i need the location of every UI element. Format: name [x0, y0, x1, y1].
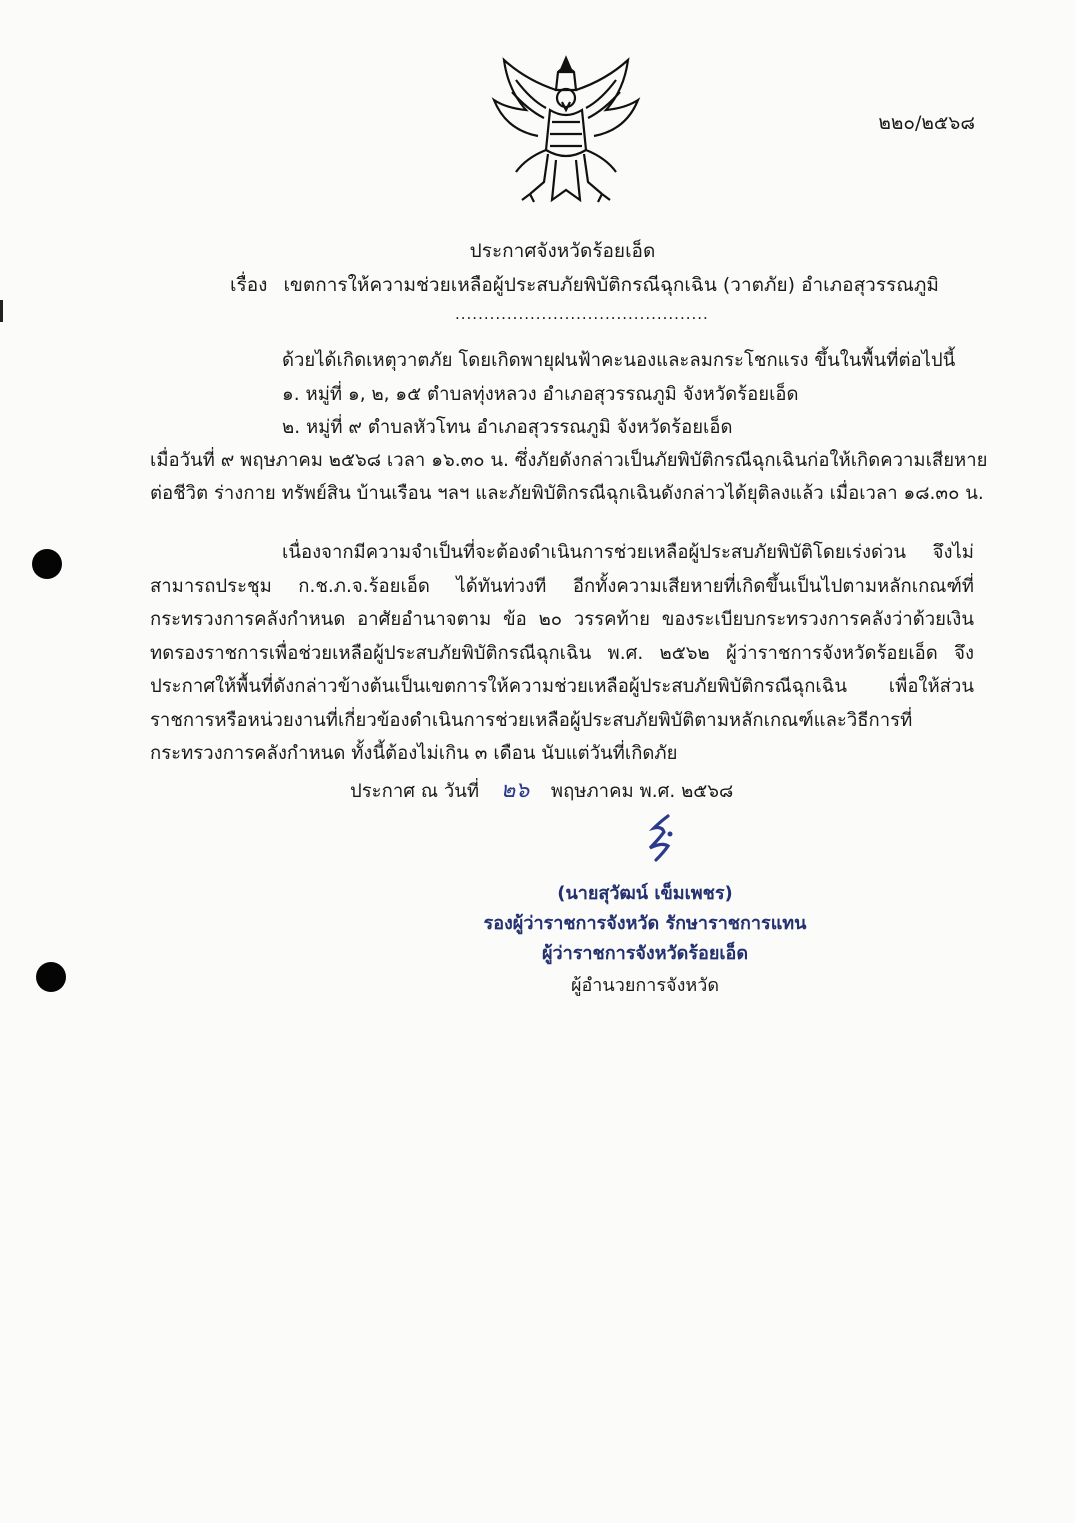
punch-hole	[36, 962, 66, 992]
list-item: ๒. หมู่ที่ ๙ ตำบลหัวโทน อำเภอสุวรรณภูมิ จังหวัดร้อยเอ็ด	[282, 417, 733, 438]
scan-edge-mark	[0, 300, 3, 322]
subject-text: เขตการให้ความช่วยเหลือผู้ประสบภัยพิบัติกรณีฉุกเฉิน (วาตภัย) อำเภอสุวรรณภูมิ	[283, 274, 939, 296]
body-paragraph	[150, 536, 974, 771]
subject-label: เรื่อง	[230, 274, 268, 296]
intro-line: ด้วยได้เกิดเหตุวาตภัย โดยเกิดพายุฝนฟ้าคะนองและลมกระโชกแรง ขึ้นในพื้นที่ต่อไปนี้	[282, 350, 956, 371]
list-item: ๑. หมู่ที่ ๑, ๒, ๑๕ ตำบลทุ่งหลวง อำเภอสุวรรณภูมิ จังหวัดร้อยเอ็ด	[282, 384, 799, 405]
announcement-month-year: พฤษภาคม พ.ศ. ๒๕๖๘	[550, 781, 734, 802]
separator-dots: ............................................	[455, 305, 709, 323]
announcement-prefix: ประกาศ ณ วันที่	[350, 781, 480, 802]
document-number: ๒๒๐/๒๕๖๘	[878, 112, 975, 134]
handwritten-day: ๒๖	[500, 778, 530, 803]
announcement-date	[350, 772, 733, 807]
signer-position: ผู้อำนวยการจังหวัด	[570, 975, 720, 996]
signer-position: รองผู้ว่าราชการจังหวัด รักษาราชการแทน	[483, 913, 807, 934]
handwritten-signature-icon	[640, 812, 680, 864]
page-title: ประกาศจังหวัดร้อยเอ็ด	[469, 240, 656, 262]
signer-name: (นายสุวัฒน์ เข็มเพชร)	[557, 883, 733, 904]
garuda-emblem-icon	[486, 50, 646, 210]
subject-line	[230, 270, 939, 300]
body-paragraph-text: เนื่องจากมีความจำเป็นที่จะต้องดำเนินการช่วยเหลือผู้ประสบภัยพิบัติโดยเร่งด่วน จึงไม่สามารถประชุม ก.ช.ภ.จ.ร้อยเอ็ด ได้ทันท่วงที อีกทั้งความเสียหายที่เกิดขึ้นเป็นไปตามหลักเกณฑ์ที่กระทรวงการคลังกำหนด อาศัยอำนาจตาม ข้อ ๒๐ วรรคท้าย ของระเบียบกระทรวงการคลังว่าด้วยเงินทดรองราชการเพื่อช่วยเหลือผู้ประสบภัยพิบัติกรณีฉุกเฉิน พ.ศ. ๒๕๖๒ ผู้ว่าราชการจังหวัดร้อยเอ็ด จึงประกาศให้พื้นที่ดังกล่าวข้างต้นเป็นเขตการให้ความช่วยเหลือผู้ประสบภัยพิบัติกรณีฉุกเฉิน เพื่อให้ส่วนราชการหรือหน่วยงานที่เกี่ยวข้องดำเนินการช่วยเหลือผู้ประสบภัยพิบัติตามหลักเกณฑ์และวิธีการที่กระทรวงการคลังกำหนด ทั้งนี้ต้องไม่เกิน ๓ เดือน นับแต่วันที่เกิดภัย	[150, 542, 974, 764]
signer-position: ผู้ว่าราชการจังหวัดร้อยเอ็ด	[541, 943, 749, 964]
event-line: ต่อชีวิต ร่างกาย ทรัพย์สิน บ้านเรือน ฯลฯ และภัยพิบัติกรณีฉุกเฉินดังกล่าวได้ยุติลงแล้ว เมื่อเวลา ๑๘.๓๐ น.	[150, 483, 984, 504]
punch-hole	[32, 549, 62, 579]
event-line: เมื่อวันที่ ๙ พฤษภาคม ๒๕๖๘ เวลา ๑๖.๓๐ น. ซึ่งภัยดังกล่าวเป็นภัยพิบัติกรณีฉุกเฉินก่อให้เกิดความเสียหาย	[150, 450, 988, 471]
